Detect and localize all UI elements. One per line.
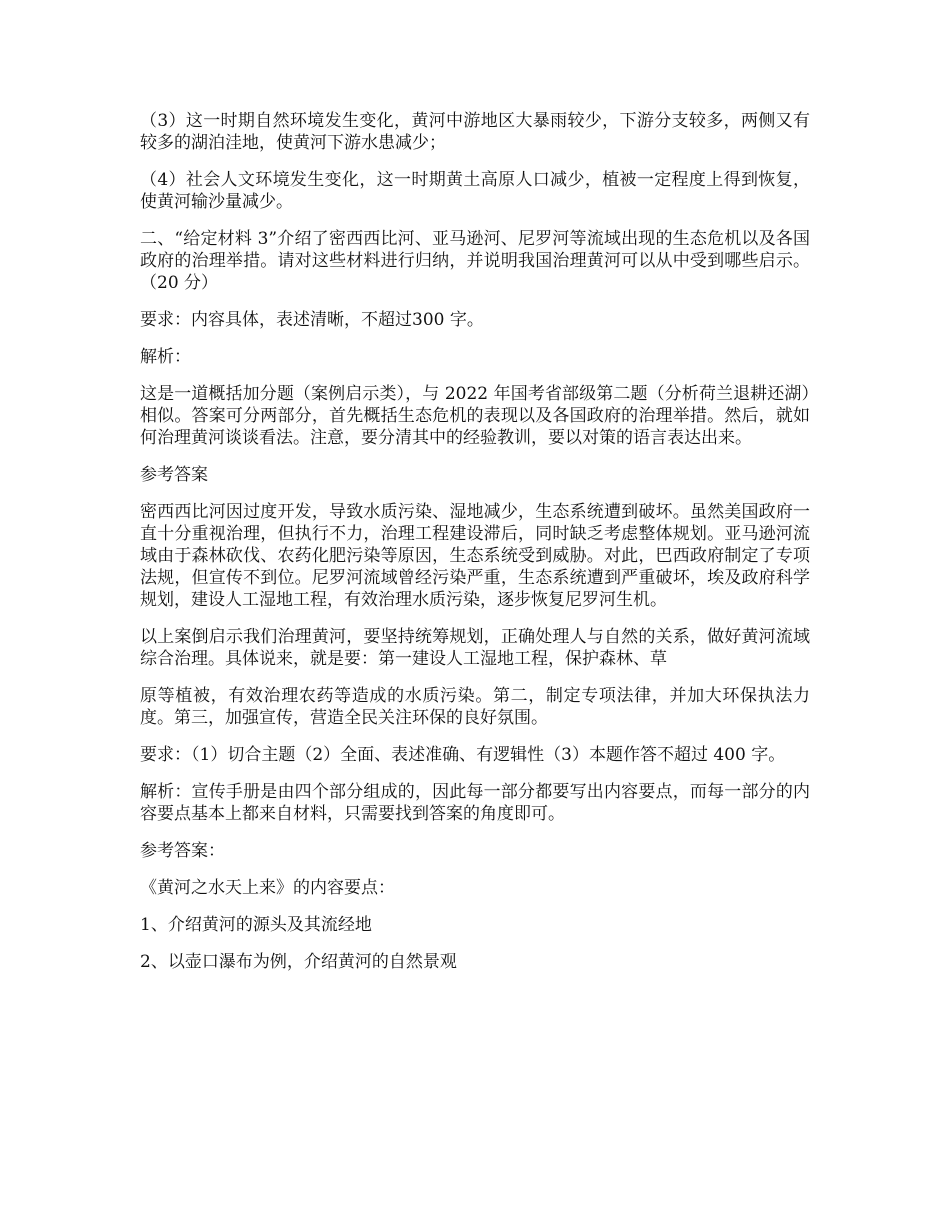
requirement-text: 要求：内容具体，表述清晰，不超过300 字。 xyxy=(140,310,484,330)
analysis-heading: 解析： xyxy=(140,347,191,367)
question-two: 二、“给定材料 3”介绍了密西西比河、亚马逊河、尼罗河等流域出现的生态危机以及各国政府的治理举措。请对这些材料进行归纳，并说明我国治理黄河可以从中受到哪些启示。（20 分） xyxy=(140,229,810,293)
answer-rivers-summary: 密西西比河因过度开发，导致水质污染、湿地减少，生态系统遭到破坏。虽然美国政府一直十分重视治理，但执行不力，治理工程建设滞后，同时缺乏考虑整体规划。亚马逊河流域由于森林砍伐、农药化肥污染等原因，生态系统受到威胁。对此，巴西政府制定了专项法规，但宣传不到位。尼罗河流域曾经污染严重，生态系统遭到严重破坏，埃及政府科学规划，建设人工湿地工程，有效治理水质污染，逐步恢复尼罗河生机。 xyxy=(140,502,810,610)
reference-answer-heading-2: 参考答案： xyxy=(140,841,225,861)
paragraph-natural-environment: （3）这一时期自然环境发生变化，黄河中游地区大暴雨较少，下游分支较多，两侧又有较多的湖泊洼地，使黄河下游水患减少； xyxy=(140,111,810,153)
requirement-text-2: 要求：（1）切合主题（2）全面、表述准确、有逻辑性（3）本题作答不超过 400 字。 xyxy=(140,745,786,765)
analysis-text-2: 解析：宣传手册是由四个部分组成的，因此每一部分都要写出内容要点，而每一部分的内容要点基本上都来自材料，只需要找到答案的角度即可。 xyxy=(140,782,810,824)
reference-answer-heading: 参考答案 xyxy=(140,465,208,485)
brochure-title-line: 《黄河之水天上来》的内容要点： xyxy=(140,878,395,898)
analysis-text: 这是一道概括加分题（案例启示类），与 2022 年国考省部级第二题（分析荷兰退耕还湖）相似。答案可分两部分，首先概括生态危机的表现以及各国政府的治理举措。然后，就如何治理黄河谈谈看法。注意，要分清其中的经验教训，要以对策的语言表达出来。 xyxy=(140,384,810,448)
list-item-2: 2、以壶口瀑布为例，介绍黄河的自然景观 xyxy=(140,952,457,972)
answer-inspiration-part-2: 原等植被，有效治理农药等造成的水质污染。第二，制定专项法律，并加大环保执法力度。第三，加强宣传，营造全民关注环保的良好氛围。 xyxy=(140,686,810,728)
paragraph-social-environment: （4）社会人文环境发生变化，这一时期黄土高原人口减少，植被一定程度上得到恢复，使黄河输沙量减少。 xyxy=(140,170,810,212)
list-item-1: 1、介绍黄河的源头及其流经地 xyxy=(140,915,372,935)
document-body xyxy=(140,110,810,988)
answer-inspiration-part-1: 以上案倒启示我们治理黄河，要坚持统筹规划，正确处理人与自然的关系，做好黄河流域综合治理。具体说来，就是要：第一建设人工湿地工程，保护森林、草 xyxy=(140,627,810,669)
